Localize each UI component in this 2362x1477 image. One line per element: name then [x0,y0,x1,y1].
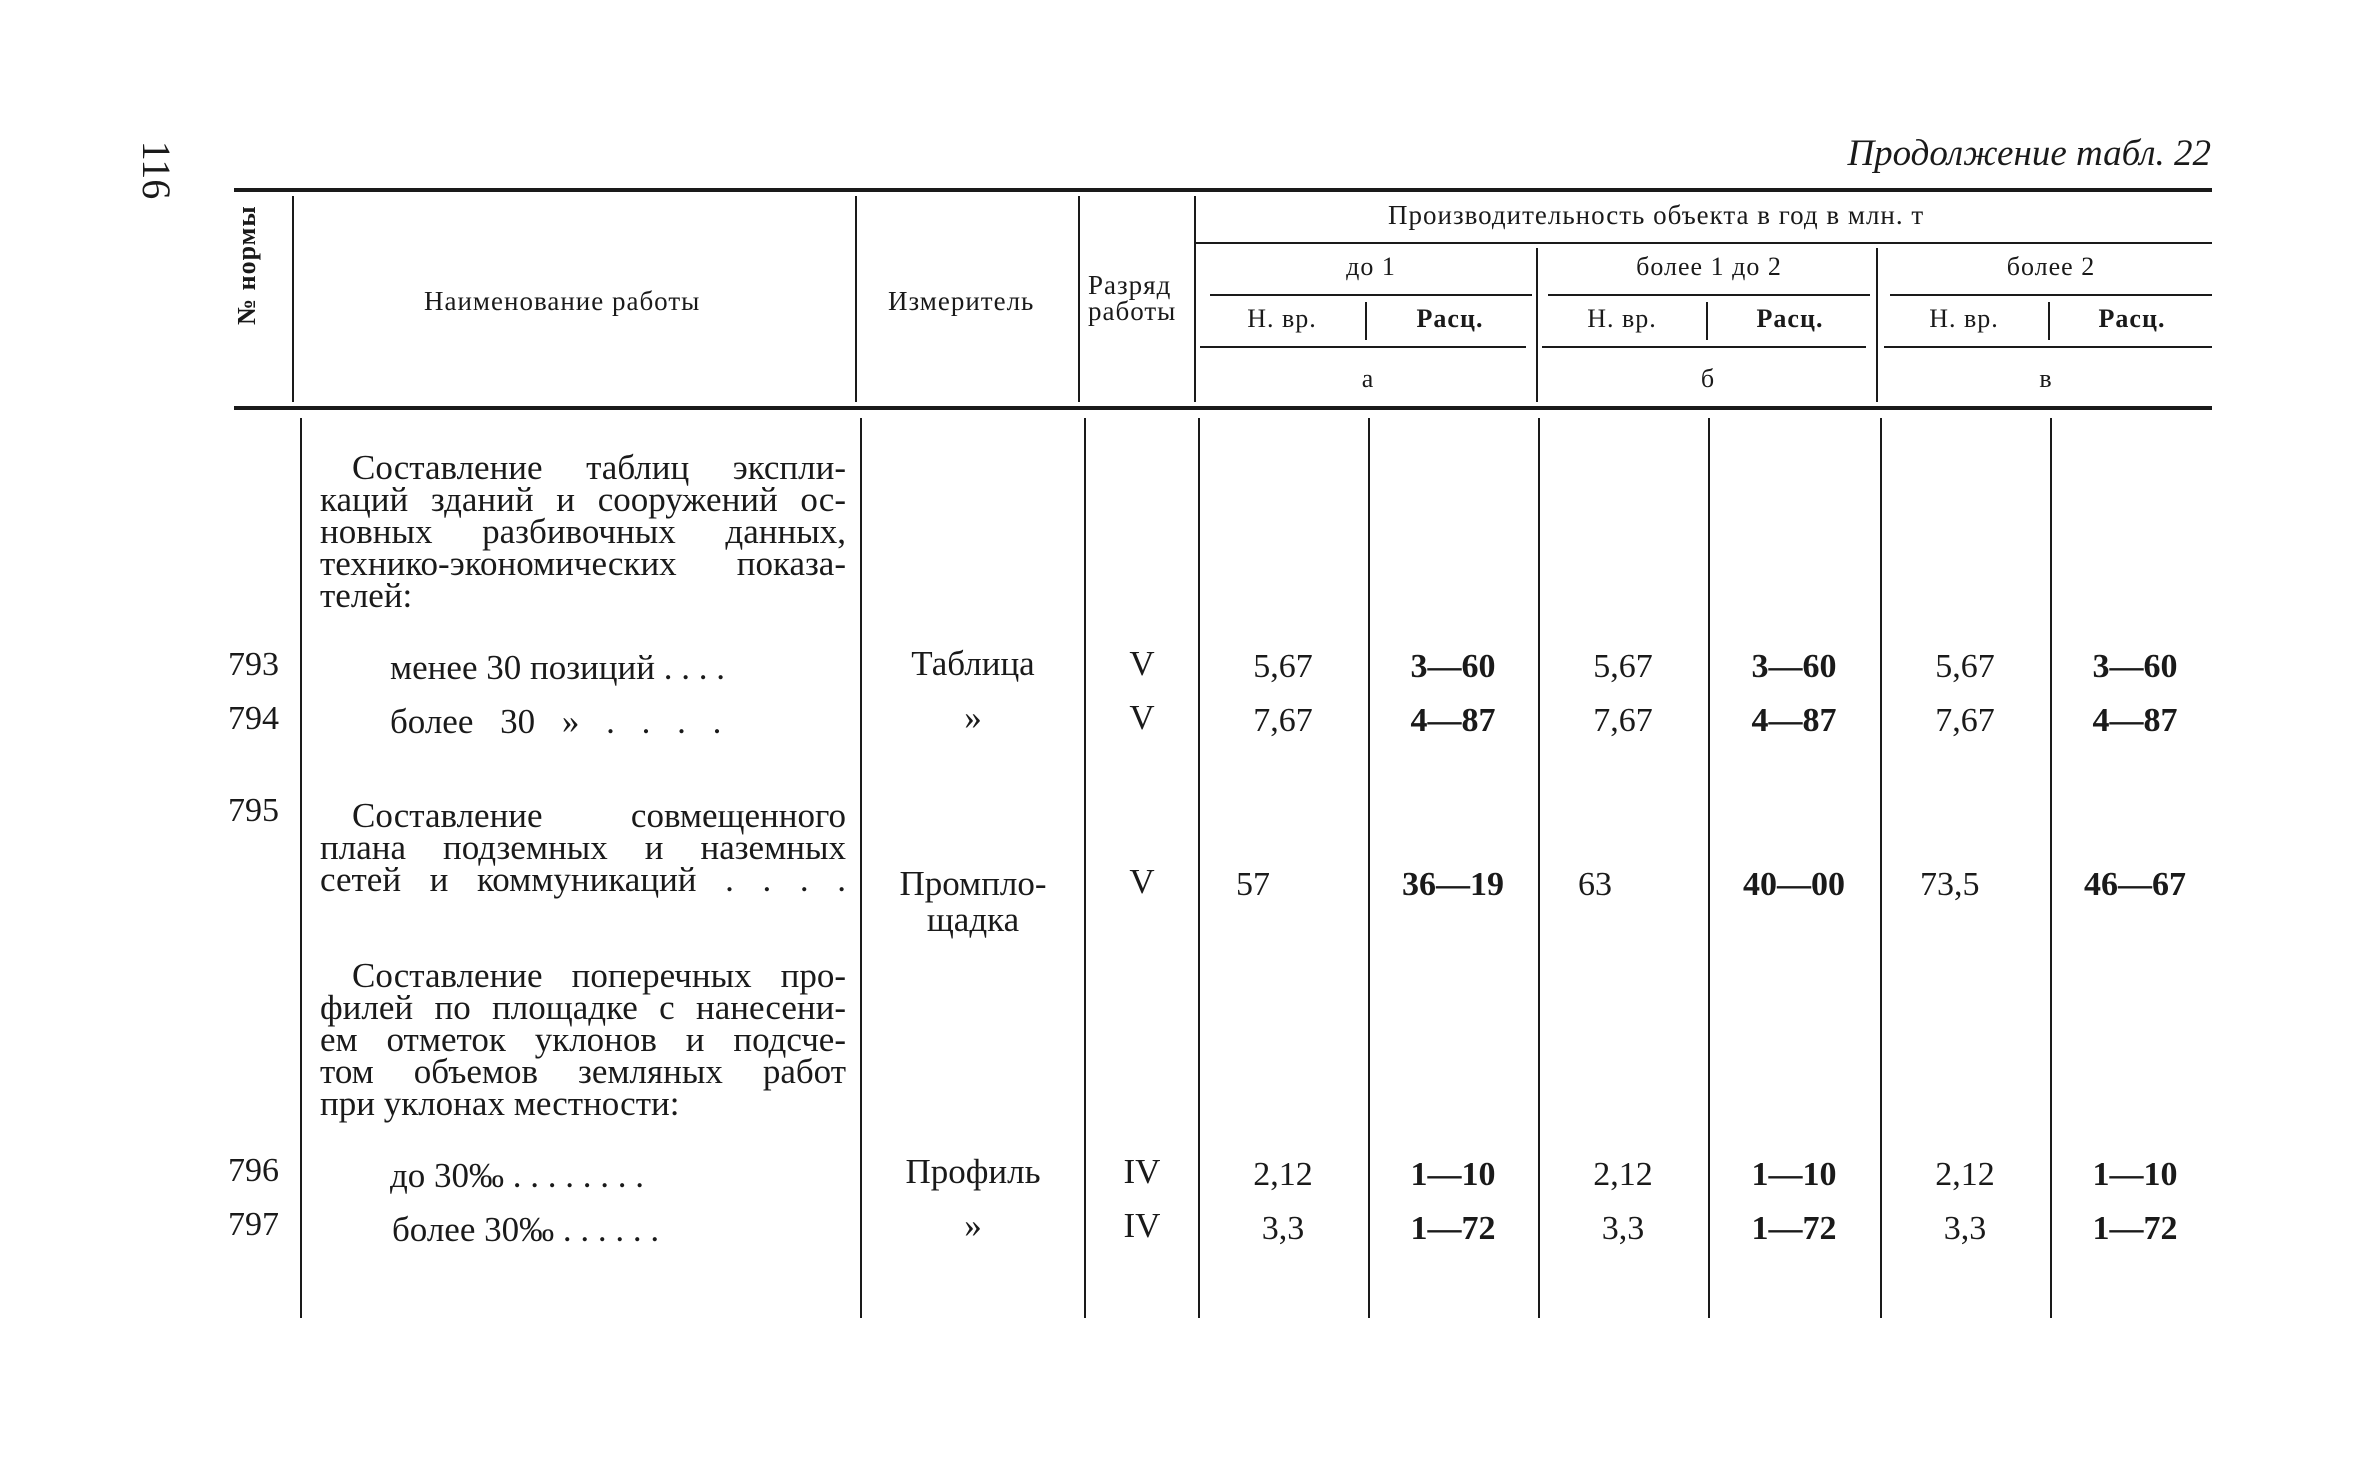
header-group-c: более 2 [2006,252,2096,281]
row-grade: V [1129,698,1155,737]
row-a-rasc: 36—19 [1402,866,1504,903]
row-grade: V [1129,644,1155,683]
header-nvr-a: Н. вр. [1247,304,1317,333]
row-work-name: более 30‰ . . . . . . [392,1210,660,1249]
header-vline-3 [1078,196,1080,402]
row-norm-number: 796 [228,1152,279,1189]
row-work-name-line: плана подземных и наземных [320,828,846,867]
table-continuation-caption: Продолжение табл. 22 [1847,133,2211,174]
intro-line: Составление поперечных про- [352,956,846,995]
row-work-name-line: Составление совмещенного [352,796,846,835]
intro-line: каций зданий и сооружений ос- [320,480,846,519]
row-a-rasc: 4—87 [1410,702,1496,739]
group-rule-c [1890,294,2212,296]
intro-line: Составление таблиц экспли- [352,448,846,487]
header-nvr-c: Н. вр. [1929,304,1999,333]
header-nvr-b: Н. вр. [1587,304,1657,333]
letter-rule-c [1884,346,2212,348]
header-tick-a [1365,302,1367,340]
header-vline-5 [1536,248,1538,402]
header-rasc-b: Расц. [1756,304,1824,333]
header-grade-line1: Разряд [1088,270,1172,300]
row-grade: V [1129,862,1155,901]
row-unit: » [964,1206,982,1245]
row-a-rasc: 3—60 [1410,648,1496,685]
row-b-nvr: 63 [1578,866,1612,903]
row-c-rasc: 1—72 [2092,1210,2178,1247]
letter-rule-b [1542,346,1866,348]
table-top-rule [234,188,2212,192]
row-work-name-line: сетей и коммуникаций . . . . [320,860,846,899]
row-work-name: до 30‰ . . . . . . . . [390,1156,645,1195]
header-vline-2 [855,196,857,402]
header-rasc-c: Расц. [2098,304,2166,333]
intro-line: ем отметок уклонов и подсче- [320,1020,846,1059]
row-unit-line2: щадка [926,900,1020,939]
row-a-nvr: 57 [1236,866,1270,903]
intro-line: новных разбивочных данных, [320,512,846,551]
page-number: 116 [134,140,179,200]
row-b-rasc: 3—60 [1751,648,1837,685]
row-a-nvr: 3,3 [1261,1210,1305,1247]
row-a-rasc: 1—10 [1410,1156,1496,1193]
header-unit: Измеритель [888,286,1035,316]
row-norm-number: 793 [228,646,279,683]
row-b-nvr: 7,67 [1593,702,1653,739]
row-norm-number: 797 [228,1206,279,1243]
row-unit: » [964,698,982,737]
section-intro-1 [320,448,846,615]
row-norm-number: 794 [228,700,279,737]
intro-line: при уклонах местности: [320,1084,680,1123]
row-norm-number: 795 [228,792,279,829]
row-unit: Таблица [911,644,1035,683]
row-b-nvr: 3,3 [1601,1210,1645,1247]
header-vline-6 [1876,248,1878,402]
row-b-nvr: 2,12 [1593,1156,1653,1193]
header-letter-c: в [2039,364,2053,393]
intro-line: технико-экономических показа- [320,544,846,583]
header-tick-b [1706,302,1708,340]
body-vline-1 [300,418,302,1318]
header-rasc-a: Расц. [1416,304,1484,333]
header-vline-1 [292,196,294,402]
row-unit-line1: Промпло- [899,864,1047,903]
row-c-nvr: 5,67 [1935,648,1995,685]
row-grade: IV [1123,1152,1161,1191]
row-c-nvr: 7,67 [1935,702,1995,739]
row-b-rasc: 1—72 [1751,1210,1837,1247]
header-tick-c [2048,302,2050,340]
row-c-nvr: 3,3 [1943,1210,1987,1247]
row-c-rasc: 3—60 [2092,648,2178,685]
row-b-rasc: 40—00 [1743,866,1845,903]
row-b-nvr: 5,67 [1593,648,1653,685]
row-c-rasc: 46—67 [2084,866,2186,903]
header-group-a: до 1 [1346,252,1396,281]
productivity-rule [1196,242,2212,244]
intro-line: телей: [320,576,413,615]
row-c-rasc: 1—10 [2092,1156,2178,1193]
row-b-rasc: 4—87 [1751,702,1837,739]
row-c-nvr: 73,5 [1920,866,1980,903]
header-work-name: Наименование работы [424,286,701,316]
header-group-b: более 1 до 2 [1636,252,1782,281]
row-work-name: менее 30 позиций . . . . [390,648,725,687]
section-intro-2 [320,956,846,1123]
header-grade-line2: работы [1088,296,1177,326]
row-work-name [320,796,846,899]
row-c-rasc: 4—87 [2092,702,2178,739]
letter-rule-a [1200,346,1526,348]
row-a-nvr: 5,67 [1253,648,1313,685]
header-norm-number: № нормы [232,205,261,325]
row-c-nvr: 2,12 [1935,1156,1995,1193]
row-a-rasc: 1—72 [1410,1210,1496,1247]
row-a-nvr: 7,67 [1253,702,1313,739]
intro-line: том объемов земляных работ [320,1052,846,1091]
group-rule-b [1548,294,1870,296]
header-productivity: Производительность объекта в год в млн. т [1388,200,1925,230]
row-grade: IV [1123,1206,1161,1245]
header-letter-a: а [1361,364,1375,393]
header-letter-b: б [1700,364,1716,393]
row-work-name: более 30 » . . . . [390,702,722,741]
header-vline-4 [1194,196,1196,402]
header-bottom-rule [234,406,2212,410]
intro-line: филей по площадке с нанесени- [320,988,846,1027]
row-b-rasc: 1—10 [1751,1156,1837,1193]
group-rule-a [1210,294,1532,296]
row-a-nvr: 2,12 [1253,1156,1313,1193]
row-unit: Профиль [905,1152,1041,1191]
